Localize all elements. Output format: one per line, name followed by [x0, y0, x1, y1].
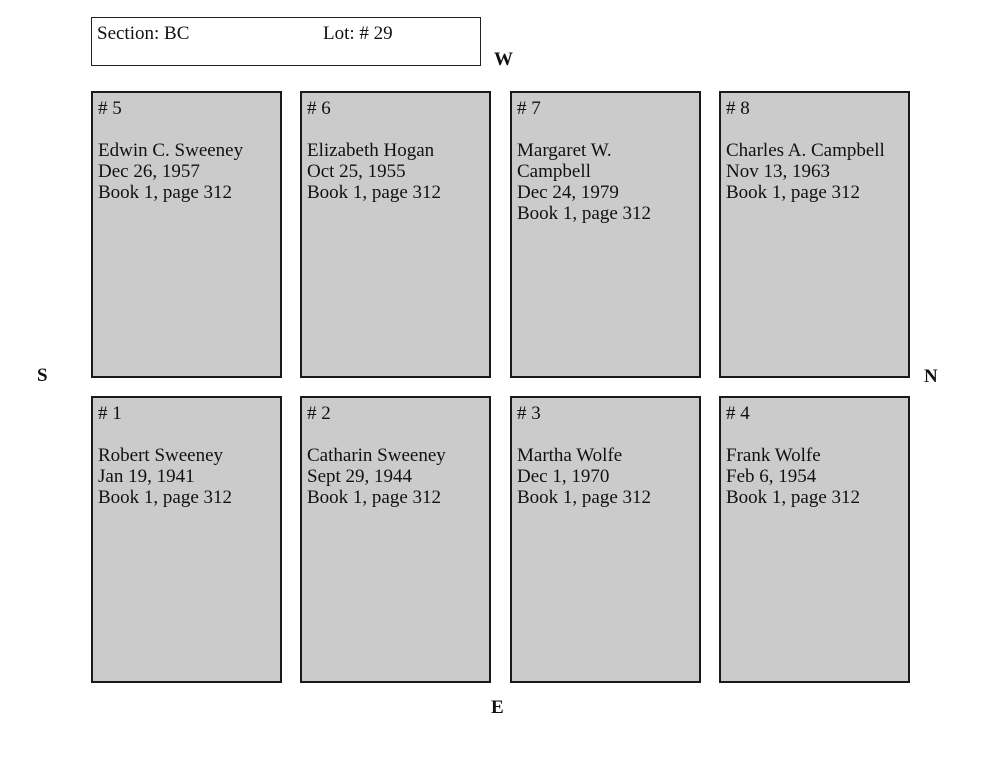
- plot-detail-line: Campbell: [517, 161, 591, 182]
- plot-detail-line: Dec 26, 1957: [98, 161, 200, 182]
- grave-plot-grid: [91, 91, 910, 683]
- plot-detail-line: Jan 19, 1941: [98, 466, 195, 487]
- compass-south: S: [37, 365, 48, 386]
- plot-number: # 1: [98, 403, 122, 424]
- plot-number: # 7: [517, 98, 541, 119]
- compass-east: E: [491, 697, 504, 718]
- grave-plot: [510, 91, 701, 378]
- section-label: Section: BC: [97, 23, 190, 44]
- plot-detail-line: Robert Sweeney: [98, 445, 224, 466]
- plot-detail-line: Book 1, page 312: [726, 182, 861, 203]
- plot-detail-line: Book 1, page 312: [98, 487, 233, 508]
- plot-number: # 6: [307, 98, 331, 119]
- plot-detail-line: Nov 13, 1963: [726, 161, 830, 182]
- plot-detail-line: Book 1, page 312: [98, 182, 233, 203]
- plot-detail-line: Book 1, page 312: [307, 487, 442, 508]
- plot-number: # 3: [517, 403, 541, 424]
- grave-plot: [91, 91, 282, 378]
- plot-detail-line: Book 1, page 312: [517, 487, 652, 508]
- plot-detail-line: Charles A. Campbell: [726, 140, 885, 161]
- grave-plot: [719, 91, 910, 378]
- grave-plot: [91, 396, 282, 683]
- plot-number: # 5: [98, 98, 122, 119]
- plot-detail-line: Catharin Sweeney: [307, 445, 446, 466]
- plot-detail-line: Feb 6, 1954: [726, 466, 817, 487]
- compass-north: N: [924, 366, 938, 387]
- plot-detail-line: Margaret W.: [517, 140, 612, 161]
- plot-detail-line: Book 1, page 312: [517, 203, 652, 224]
- lot-header-box: [91, 17, 481, 66]
- plot-detail-line: Frank Wolfe: [726, 445, 821, 466]
- plot-detail-line: Book 1, page 312: [726, 487, 861, 508]
- grave-plot: [510, 396, 701, 683]
- plot-detail-line: Dec 24, 1979: [517, 182, 619, 203]
- grave-plot: [300, 396, 491, 683]
- plot-number: # 4: [726, 403, 750, 424]
- lot-number-label: Lot: # 29: [323, 23, 393, 44]
- plot-detail-line: Elizabeth Hogan: [307, 140, 435, 161]
- grave-plot: [719, 396, 910, 683]
- plot-detail-line: Martha Wolfe: [517, 445, 623, 466]
- plot-number: # 8: [726, 98, 750, 119]
- plot-detail-line: Sept 29, 1944: [307, 466, 413, 487]
- grave-plot: [300, 91, 491, 378]
- plot-detail-line: Edwin C. Sweeney: [98, 140, 244, 161]
- plot-detail-line: Book 1, page 312: [307, 182, 442, 203]
- plot-number: # 2: [307, 403, 331, 424]
- compass-west: W: [494, 49, 513, 70]
- plot-detail-line: Dec 1, 1970: [517, 466, 610, 487]
- plot-detail-line: Oct 25, 1955: [307, 161, 406, 182]
